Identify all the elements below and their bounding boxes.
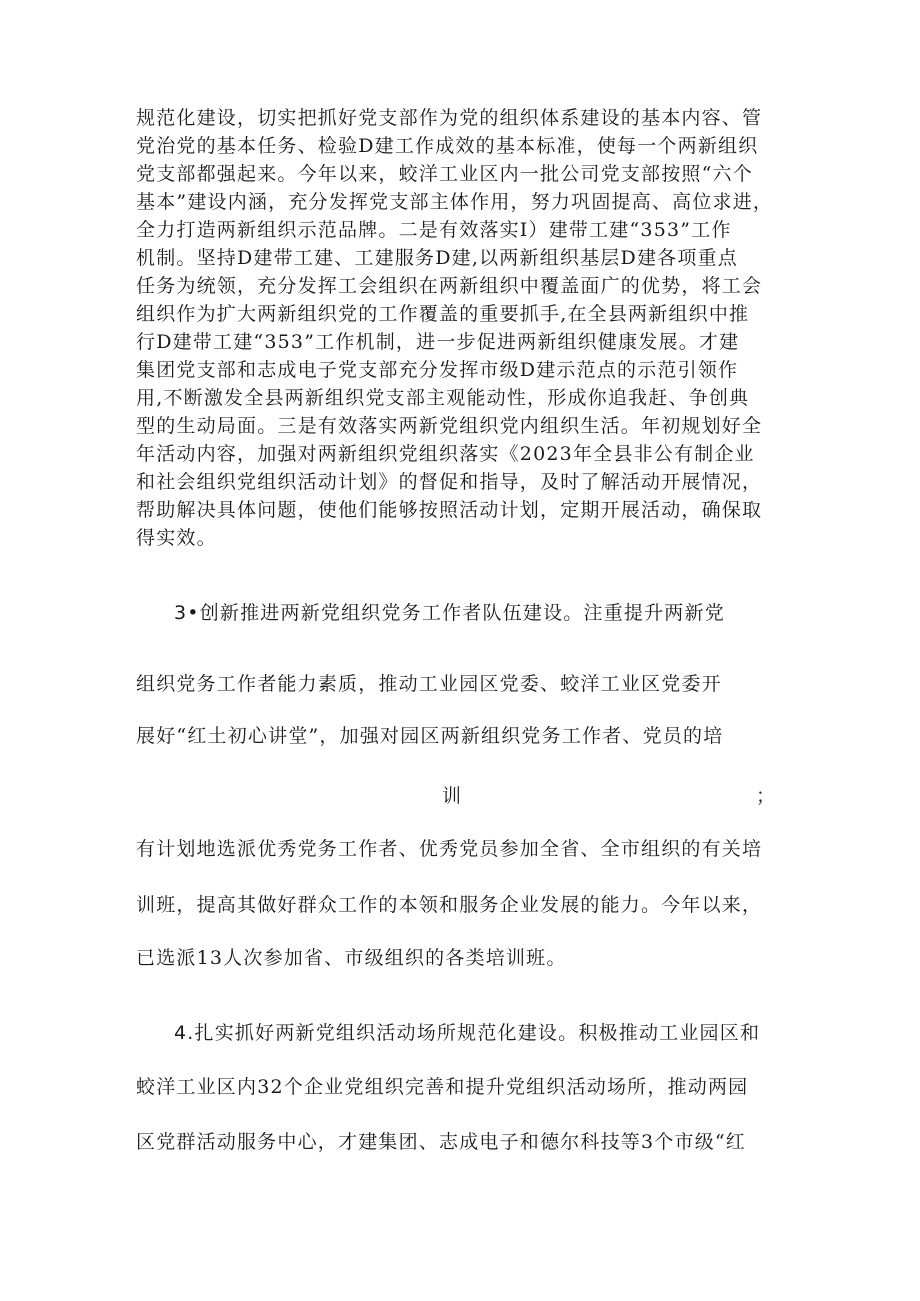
text-line: 规范化建设，切实把抓好党支部作为党的组织体系建设的基本内容、管 [136, 107, 763, 129]
section-heading [174, 598, 725, 625]
text-line: 已选派13人次参加省、市级组织的各类培训班。 [136, 947, 567, 969]
text-line: 蛟洋工业区内32个企业党组织完善和提升党组织活动场所，推动两园 [136, 1076, 749, 1098]
text-line: 组织党务工作者能力素质，推动工业园区党委、蛟洋工业区党委开 [136, 673, 722, 695]
text-line: 用,不断激发全县两新组织党支部主观能动性，形成你追我赶、争创典 [136, 387, 750, 409]
text-line: 组织作为扩大两新组织党的工作覆盖的重要抓手,在全县两新组织中推 [136, 303, 750, 325]
section-heading-title: 4.扎实抓好两新党组织活动场所规范化建设。 [174, 1022, 579, 1044]
section-heading-title: 3•创新推进两新党组织党务工作者队伍建设。 [174, 602, 584, 624]
text-line: 得实效。 [136, 527, 217, 549]
text-line: 行D建带工建“353”工作机制，进一步促进两新组织健康发展。才建 [136, 331, 740, 353]
text-line: 有计划地选派优秀党务工作者、优秀党员参加全省、全市组织的有关培 [136, 838, 763, 860]
text-line: 党治党的基本任务、检验D建工作成效的基本标准，使每一个两新组织 [136, 135, 759, 157]
text-line: 基本”建设内涵，充分发挥党支部主体作用，努力巩固提高、高位求进， [136, 191, 774, 213]
text-line: 型的生动局面。三是有效落实两新党组织党内组织生活。年初规划好全 [136, 415, 763, 437]
text-line: 任务为统领，充分发挥工会组织在两新组织中覆盖面广的优势，将工会 [136, 275, 763, 297]
text-line: 党支部都强起来。今年以来，蛟洋工业区内一批公司党支部按照“六个 [136, 163, 753, 185]
text-line: 全力打造两新组织示范品牌。二是有效落实I）建带工建“353”工作 [136, 219, 732, 241]
section-heading-rest: 积极推动工业园区和 [578, 1022, 761, 1044]
text-line: 和社会组织党组织活动计划》的督促和指导，及时了解活动开展情况， [136, 471, 763, 493]
text-fragment: 训 [442, 785, 463, 807]
text-fragment: ； [756, 785, 777, 807]
text-line: 训班，提高其做好群众工作的本领和服务企业发展的能力。今年以来， [136, 894, 763, 916]
text-line: 机制。坚持D建带工建、工建服务D建,以两新组织基层D建各项重点 [136, 247, 738, 269]
section-heading-rest: 注重提升两新党 [583, 602, 725, 624]
text-line: 区党群活动服务中心，才建集团、志成电子和德尔科技等3个市级“红 [136, 1131, 747, 1153]
section-heading [174, 1018, 760, 1045]
text-line: 帮助解决具体问题，使他们能够按照活动计划，定期开展活动，确保取 [136, 499, 763, 521]
text-line: 集团党支部和志成电子党支部充分发挥市级D建示范点的示范引领作 [136, 359, 739, 381]
text-line: 年活动内容，加强对两新组织党组织落实《2023年全县非公有制企业 [136, 443, 755, 465]
text-line: 展好“红土初心讲堂”，加强对园区两新组织党务工作者、党员的培 [136, 725, 724, 747]
